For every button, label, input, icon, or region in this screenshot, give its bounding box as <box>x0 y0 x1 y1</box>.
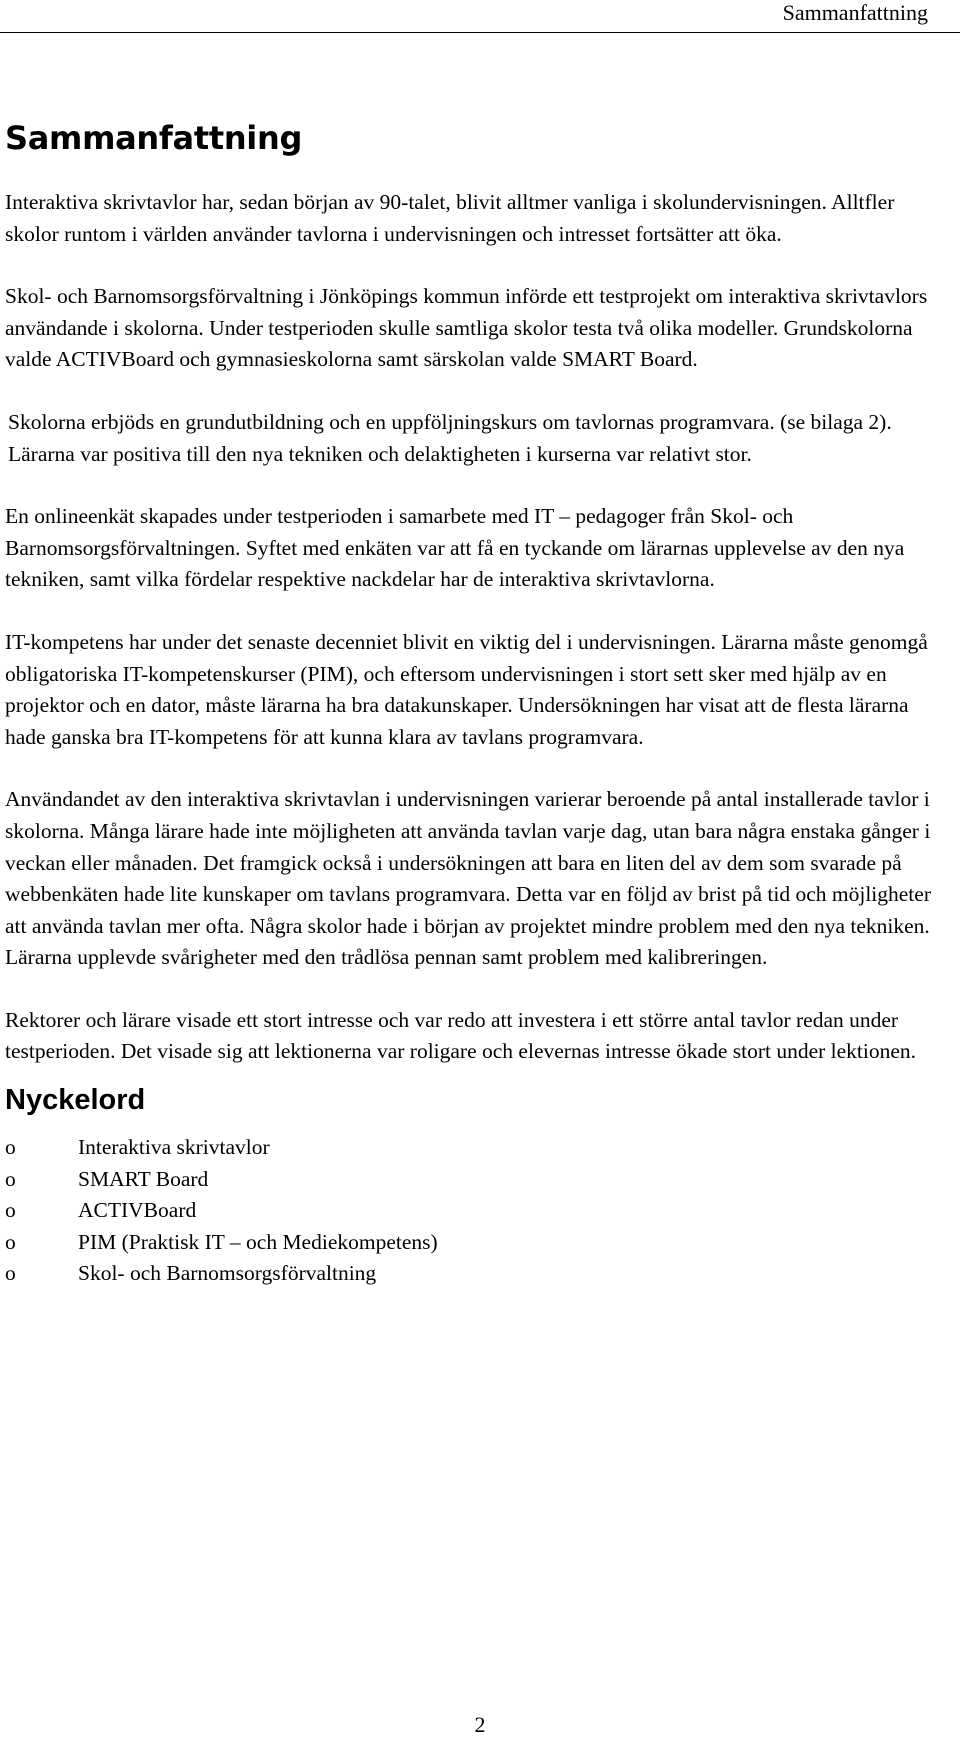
keyword-text: ACTIVBoard <box>78 1198 197 1223</box>
keyword-text: Skol- och Barnomsorgsförvaltning <box>78 1261 377 1286</box>
page-title: Sammanfattning <box>5 119 303 157</box>
page-body <box>5 118 935 1290</box>
running-header: Sammanfattning <box>782 0 928 25</box>
keyword-text: Interaktiva skrivtavlor <box>78 1135 270 1160</box>
bullet-marker: o <box>5 1135 16 1160</box>
keywords-heading: Nyckelord <box>5 1084 146 1117</box>
paragraph-training: Skolorna erbjöds en grundutbildning och en uppföljningskurs om tavlornas programvara. (se bilaga 2). Lärarna var positiva till den nya tekniken och delaktigheten i kurserna var relativt stor. <box>8 409 892 466</box>
list-item <box>5 1195 935 1227</box>
keyword-text: SMART Board <box>78 1166 209 1191</box>
paragraph-it-competence: IT-kompetens har under det senaste decenniet blivit en viktig del i undervisningen. Lärarna måste genomgå obligatoriska IT-kompetenskurser (PIM), och eftersom undervisningen i stort sett sker med hjälp av en projektor och en dator, måste lärarna ha bra datakunskaper. Undersökningen har visat att de flesta lärarna hade ganska bra IT-kompetens för att kunna klara av tavlans programvara. <box>5 629 928 749</box>
bullet-marker: o <box>5 1198 16 1223</box>
page-number: 2 <box>474 1712 486 1737</box>
list-item <box>5 1227 935 1259</box>
bullet-marker: o <box>5 1229 16 1254</box>
paragraph-usage: Användandet av den interaktiva skrivtavlan i undervisningen varierar beroende på antal installerade tavlor i skolorna. Många lärare hade inte möjligheten att använda tavlan varje dag, utan bara några enstaka gånger i veckan eller månaden. Det framgick också i undersökningen att bara en liten del av dem som svarade på webbenkäten hade lite kunskaper om tavlans programvara. Detta var en följd av brist på tid och möjligheter att använda tavlan mer ofta. Några skolor hade i början av projektet mindre problem med den nya tekniken. Lärarna upplevde svårigheter med den trådlösa pennan samt problem med kalibreringen. <box>5 787 931 970</box>
list-item <box>5 1258 935 1290</box>
list-item <box>5 1132 935 1164</box>
keyword-list <box>5 1132 935 1290</box>
paragraph-survey: En onlineenkät skapades under testperioden i samarbete med IT – pedagoger från Skol- och Barnomsorgsförvaltningen. Syftet med enkäten var att få en tyckande om lärarnas upplevelse av den nya tekniken, samt vilka fördelar respektive nackdelar har de interaktiva skrivtavlorna. <box>5 504 905 592</box>
bullet-marker: o <box>5 1261 16 1286</box>
paragraph-intro: Interaktiva skrivtavlor har, sedan början av 90-talet, blivit alltmer vanliga i skolundervisningen. Alltfler skolor runtom i världen använder tavlorna i undervisningen och intresset fortsätter att öka. <box>5 190 895 246</box>
list-item <box>5 1164 935 1196</box>
paragraph-testproject: Skol- och Barnomsorgsförvaltning i Jönköpings kommun införde ett testprojekt om interaktiva skrivtavlors användande i skolorna. Under testperioden skulle samtliga skolor testa två olika modeller. Grundskolorna valde ACTIVBoard och gymnasieskolorna samt särskolan valde SMART Board. <box>5 284 928 372</box>
keyword-text: PIM (Praktisk IT – och Mediekompetens) <box>78 1229 438 1254</box>
bullet-marker: o <box>5 1166 16 1191</box>
header-divider <box>0 32 960 33</box>
paragraph-principals: Rektorer och lärare visade ett stort intresse och var redo att investera i ett större antal tavlor redan under testperioden. Det visade sig att lektionerna var roligare och elevernas intresse ökade stort under lektionen. <box>5 1007 917 1064</box>
